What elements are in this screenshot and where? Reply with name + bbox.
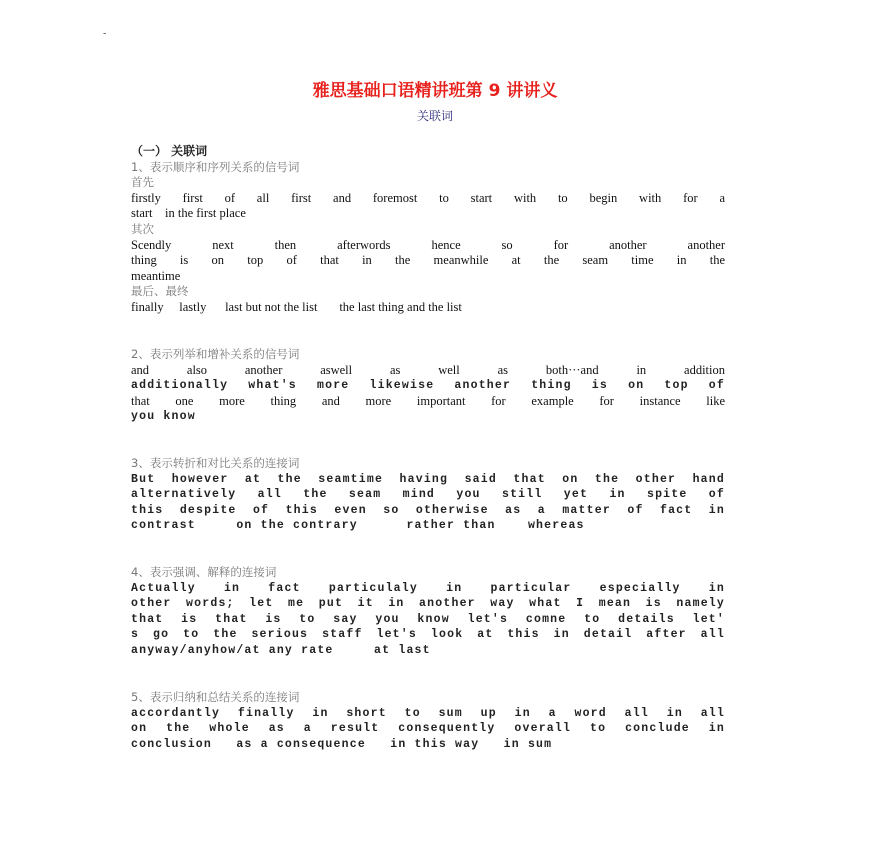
section-label: 1、表示顺序和序列关系的信号词	[131, 159, 300, 174]
section-label: 5、表示归纳和总结关系的连接词	[131, 690, 300, 704]
heading: （一） 关联词	[131, 144, 208, 158]
text-line: other words; let me put it in another way what I mean is namely	[131, 597, 725, 611]
text-line: that one more thing and more important for example for instance like	[131, 393, 725, 408]
text-line: that is that is to say you know let's comne to details let'	[131, 612, 725, 626]
text-line: start in the first place	[131, 206, 246, 221]
section-4	[131, 565, 725, 659]
section-2	[131, 347, 725, 425]
text-line: s go to the serious staff let's look at this in detail after all	[131, 628, 725, 642]
text-line: alternatively all the seam mind you still yet in spite of	[131, 488, 725, 502]
text-line: additionally what's more likewise another thing is on top of	[131, 379, 725, 393]
group-label: 首先	[131, 175, 154, 190]
section-label: 4、表示强调、解释的连接词	[131, 565, 277, 579]
text-line: contrast on the contrary rather than whereas	[131, 519, 585, 533]
text-line: you know	[131, 410, 196, 424]
text-line: on the whole as a result consequently overall to conclude in	[131, 722, 725, 736]
text-line: meantime	[131, 268, 181, 283]
page-mark: -	[103, 28, 107, 39]
text-line: conclusion as a consequence in this way in sum	[131, 737, 553, 751]
text-line: this despite of this even so otherwise as a matter of fact in	[131, 503, 725, 517]
document-title: 雅思基础口语精讲班第 9 讲讲义	[312, 81, 558, 101]
text-line: Scendly next then afterwords hence so for another another	[131, 237, 725, 252]
document-subtitle: 关联词	[416, 109, 453, 123]
section-3	[131, 456, 725, 534]
section-label: 2、表示列举和增补关系的信号词	[131, 347, 300, 361]
section-5	[131, 690, 725, 752]
text-line: firstly first of all first and foremost to start with to begin with for a	[131, 190, 725, 205]
text-line: thing is on top of that in the meanwhile at the seam time in the	[131, 253, 725, 268]
text-line: anyway/anyhow/at any rate at last	[131, 643, 431, 657]
text-line: and also another aswell as well as both···and in addition	[131, 362, 725, 377]
text-line: Actually in fact particulaly in particular especially in	[131, 581, 725, 595]
section-label: 3、表示转折和对比关系的连接词	[131, 456, 300, 470]
group-label: 最后、最终	[131, 284, 189, 299]
text-line: But however at the seamtime having said that on the other hand	[131, 472, 725, 486]
section-1	[131, 144, 725, 316]
text-line: finally lastly last but not the list the last thing and the list	[131, 299, 462, 314]
group-label: 其次	[131, 221, 154, 236]
text-line: accordantly finally in short to sum up in a word all in all	[131, 706, 725, 720]
